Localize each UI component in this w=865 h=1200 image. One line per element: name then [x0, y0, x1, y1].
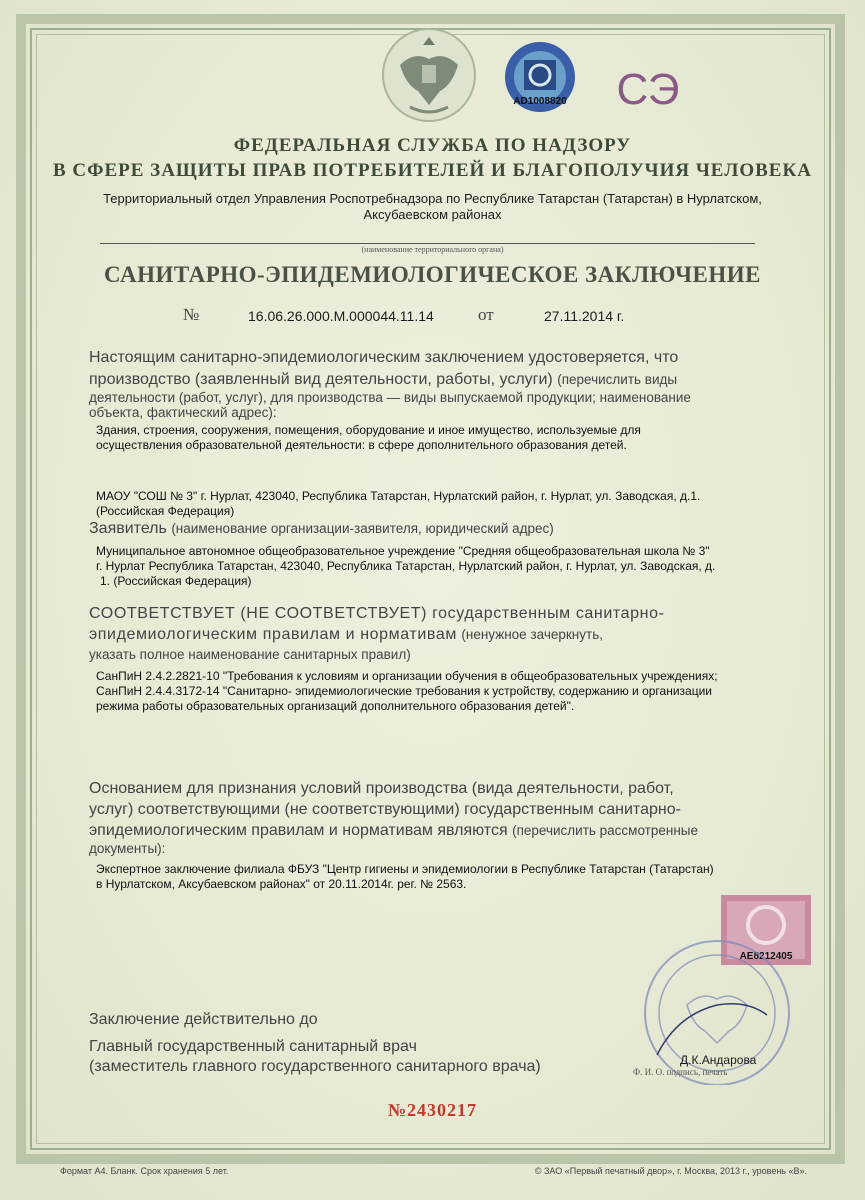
rules-line-3: режима работы образовательных организаций дополнительного образования детей". [96, 699, 575, 713]
basis-line-3 [89, 821, 789, 840]
footer-format: Формат А4. Бланк. Срок хранения 5 лет. [60, 1166, 229, 1176]
compliance-line-1: СООТВЕТСТВУЕТ (НЕ СООТВЕТСТВУЕТ) государственным санитарно- [89, 605, 665, 622]
blank-serial-number: №2430217 [387, 1100, 478, 1120]
applicant-line-3: 1. (Российская Федерация) [100, 574, 252, 588]
section1-line-1: Настоящим санитарно-эпидемиологическим заключением удостоверяется, что [89, 349, 679, 366]
applicant-details [96, 544, 796, 589]
from-label: от [478, 305, 494, 324]
object-description [96, 423, 796, 453]
rules-line-2: СанПиН 2.4.4.3172-14 "Санитарно- эпидемиологические требования к устройству, содержанию и организации [96, 684, 712, 698]
se-mark [610, 62, 686, 112]
document-title: САНИТАРНО-ЭПИДЕМИОЛОГИЧЕСКОЕ ЗАКЛЮЧЕНИЕ [104, 262, 761, 287]
header-line-1: ФЕДЕРАЛЬНАЯ СЛУЖБА ПО НАДЗОРУ [233, 135, 632, 156]
section1-line-3: деятельности (работ, услуг), для производства — виды выпускаемой продукции; наименование [89, 390, 691, 405]
hologram-top-code: AD1008820 [513, 96, 567, 107]
applicant-line-1: Муниципальное автономное общеобразовательное учреждение "Средняя общеобразовательная школа № 3" [96, 544, 710, 558]
section1-line-2 [89, 370, 789, 389]
double-headed-eagle-emblem [380, 25, 478, 125]
basis-line-1: Основанием для признания условий производства (вида деятельности, работ, [89, 780, 674, 797]
section1-line-4: объекта, фактический адрес): [89, 405, 277, 420]
footer-printer: © ЗАО «Первый печатный двор», г. Москва, 2013 г., уровень «В». [534, 1166, 807, 1176]
certificate-date: 27.11.2014 г. [544, 308, 625, 324]
territorial-underline [100, 243, 755, 244]
chief-doctor-line-1: Главный государственный санитарный врач [89, 1038, 417, 1055]
basis-fill-2: в Нурлатском, Аксубаевском районах" от 20.11.2014г. рег. № 2563. [96, 877, 467, 891]
signer-name: Д.К.Андарова [680, 1053, 757, 1067]
object-address [96, 489, 796, 519]
basis-line-2: услуг) соответствующими (не соответствующими) государственным санитарно- [89, 801, 681, 818]
territorial-line-1: Территориальный отдел Управления Роспотребнадзора по Республике Татарстан (Татарстан) в Нурлатском, [103, 191, 762, 206]
territorial-authority [80, 191, 785, 223]
number-symbol: № [183, 305, 200, 324]
basis-line-3-main: эпидемиологическим правилам и нормативам являются [89, 822, 508, 839]
address-line-2: (Российская Федерация) [96, 504, 235, 518]
applicant-label: Заявитель [89, 520, 167, 537]
compliance-line-3: указать полное наименование санитарных правил) [89, 647, 411, 662]
valid-until-label: Заключение действительно до [89, 1011, 318, 1028]
chief-doctor-line-2: (заместитель главного государственного санитарного врача) [89, 1058, 541, 1075]
object-line-2: осуществления образовательной деятельности: в сфере дополнительного образования детей. [96, 438, 627, 452]
section1-line-2-hint: (перечислить виды [557, 372, 678, 387]
address-line-1: МАОУ "СОШ № 3" г. Нурлат, 423040, Республика Татарстан, Нурлатский район, г. Нурлат, ул. Заводская, д.1. [96, 489, 701, 503]
certificate-number: 16.06.26.000.М.000044.11.14 [248, 308, 434, 324]
object-line-1: Здания, строения, сооружения, помещения, оборудование и иное имущество, используемые для [96, 423, 641, 437]
territorial-caption: (наименование территориального органа) [361, 245, 504, 254]
applicant-hint: (наименование организации-заявителя, юридический адрес) [171, 521, 554, 536]
basis-line-4: документы): [89, 841, 166, 856]
hologram-seal-top [500, 40, 580, 115]
applicant-heading [89, 519, 789, 538]
compliance-line-2 [89, 625, 789, 644]
sanitary-rules [96, 669, 806, 714]
signer-caption: Ф. И. О. подпись, печать [633, 1067, 728, 1077]
applicant-line-2: г. Нурлат Республика Татарстан, 423040, Республика Татарстан, Нурлатский район, г. Нурлат, ул. Заводская, д. [96, 559, 716, 573]
section1-line-2-main: производство (заявленный вид деятельности, работы, услуги) [89, 371, 553, 388]
basis-fill-1: Экспертное заключение филиала ФБУЗ "Центр гигиены и эпидемиологии в Республике Татарстан (Татарстан) [96, 862, 714, 876]
rules-line-1: СанПиН 2.4.2.2821-10 "Требования к условиям и организации обучения в общеобразовательных учреждениях; [96, 669, 718, 683]
se-mark-text: СЭ [616, 65, 680, 112]
basis-line-3-hint: (перечислить рассмотренные [512, 823, 698, 838]
header-line-2: В СФЕРЕ ЗАЩИТЫ ПРАВ ПОТРЕБИТЕЛЕЙ И БЛАГОПОЛУЧИЯ ЧЕЛОВЕКА [53, 160, 812, 181]
compliance-line-2-main: эпидемиологическим правилам и нормативам [89, 626, 457, 643]
compliance-line-2-hint: (ненужное зачеркнуть, [461, 627, 603, 642]
basis-documents [96, 862, 806, 892]
territorial-line-2: Аксубаевском районах [363, 207, 502, 222]
hologram-bottom-code: АЕ8212405 [739, 951, 793, 962]
